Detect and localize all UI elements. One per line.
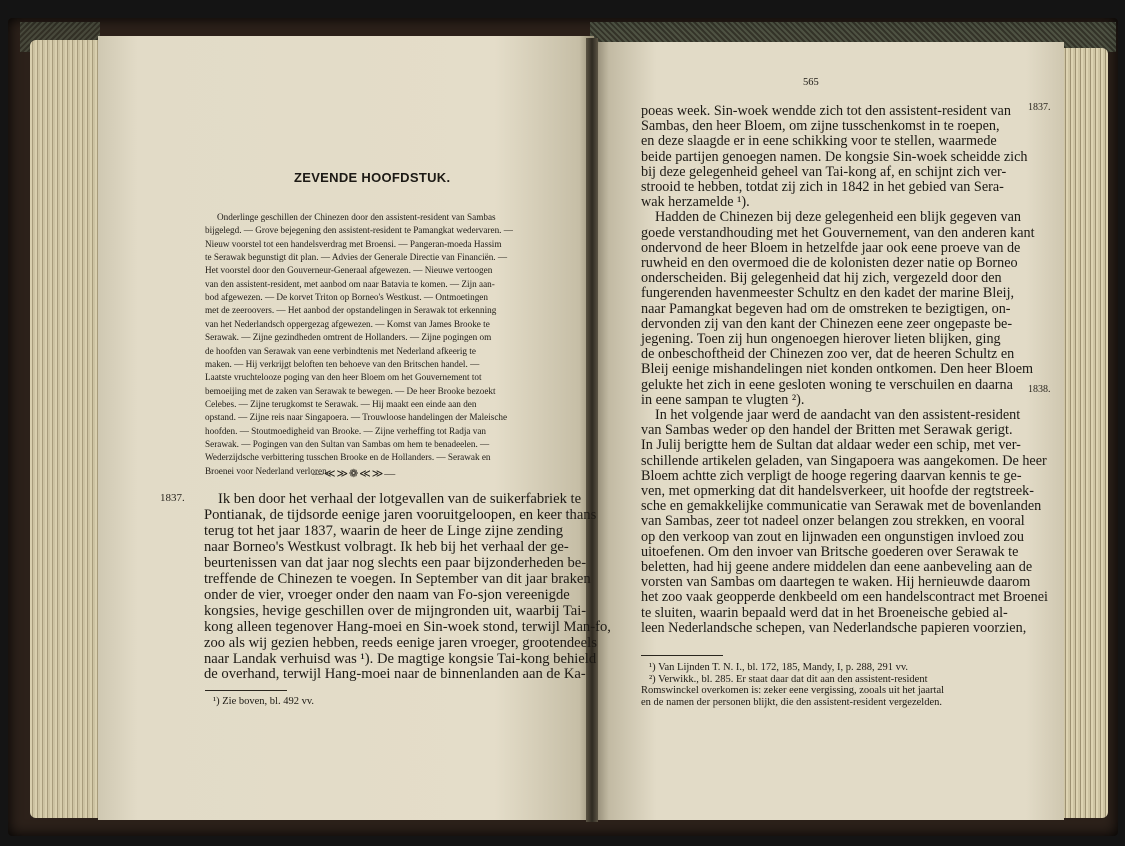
footnote-line: en de namen der personen blijkt, die den assistent-resident vergezelden.	[641, 696, 942, 708]
body-line: Bleij eenige mishandelingen niet konden ontkomen. Den heer Bloem	[641, 361, 1034, 378]
body-line: van Sambas weder op den handel der Britten met Serawak gerigt.	[641, 422, 1013, 439]
body-line: de overhand, terwijl Hang-moei naar de binnenlanden aan de Ka-	[204, 666, 586, 683]
summary-line: Het voorstel door den Gouverneur-Generaal afgewezen. — Nieuwe vertoogen	[205, 265, 493, 276]
body-line: jegening. Toen zij hun ongenoegen hierover lieten blijken, ging	[641, 331, 1001, 347]
summary-line: van den assistent-resident, met aanbod om naar Batavia te komen. — Zijn aan-	[205, 278, 495, 289]
summary-line: te Serawak begunstigt dit plan. — Advies der Generale Directie van Financiën. —	[205, 252, 508, 263]
body-line: naar Pamangkat begeven had om de omstreken te bezigtigen, on-	[641, 300, 1011, 317]
body-line: dervonden zij van den kant der Chinezen eene zeer ongepaste be-	[641, 315, 1013, 332]
body-line: zoo als wij gezien hebben, reeds eenige jaren vroeger, grootendeels	[204, 634, 597, 651]
body-line: te sluiten, waarin bepaald werd dat in het Broeneische gebied al-	[641, 604, 1008, 621]
chapter-title: ZEVENDE HOOFDSTUK.	[294, 170, 451, 185]
summary-line: bijgelegd. — Grove bejegening den assistent-resident te Pamangkat wedervaren. —	[205, 225, 513, 236]
summary-line: Serawak. — Pogingen van den Sultan van Sambas om hem te benadeelen. —	[205, 438, 490, 449]
summary-line: de hoofden van Serawak van eene verbindtenis met Nederland afkeerig te	[205, 345, 476, 356]
summary-line: opstand. — Zijne reis naar Singapoera. — Trouwloose handelingen der Maleische	[205, 412, 508, 423]
body-line: van Sambas, zeer tot nadeel onzer belangen zou strekken, en vooral	[641, 513, 1025, 530]
left-footnote: ¹) Zie boven, bl. 492 vv.	[213, 696, 315, 707]
body-line: goede verstandhouding met het Gouvernement, van den anderen kant	[641, 224, 1035, 241]
body-line: beurtenissen van dat jaar nog slechts een paar bijzonderheden be-	[204, 554, 587, 571]
footnote-line: Romswinckel overkomen is: zeker eene vergissing, zooals uit het jaartal	[641, 685, 945, 697]
body-line: beletten, had hij geene andere middelen dan eene aanbeveling aan de	[641, 559, 1033, 575]
body-line: onder de vier, vroeger onder den naam van Fo-sjon vereenigde	[204, 586, 570, 603]
summary-line: Serawak. — Zijne gezindheden omtrent de Hollanders. — Zijne pogingen om	[205, 332, 492, 343]
body-line: onderscheiden. Bij gelegenheid dat hij zich, vergezeld door den	[641, 270, 1002, 287]
left-margin-year: 1837.	[160, 492, 185, 504]
right-margin-year-1: 1837.	[1028, 102, 1051, 113]
book-gutter	[586, 38, 598, 822]
summary-line: Broenei voor Nederland verloren.	[205, 465, 329, 476]
summary-line: van het Nederlandsch oppergezag afgewezen. — Komst van James Brooke te	[205, 318, 490, 329]
summary-line: Nieuw voorstel tot een handelsverdrag met Broensi. — Pangeran-moeda Hassim	[205, 238, 502, 249]
summary-line: Onderlinge geschillen der Chinezen door den assistent-resident van Sambas	[217, 212, 496, 222]
page-number: 565	[803, 77, 819, 88]
body-line: Ik ben door het verhaal der lotgevallen van de suikerfabriek te	[218, 491, 582, 507]
body-line: naar Landak verhuisd was ¹). De magtige kongsie Tai-kong behield	[204, 650, 597, 667]
body-line: beide partijen genoegen namen. De kongsie Sin-woek scheidde zich	[641, 148, 1028, 165]
body-line: naar Borneo's Westkust volbragt. Ik heb bij het verhaal der ge-	[204, 538, 569, 555]
body-line: treffende de Chinezen te voegen. In September van dit jaar braken	[204, 570, 591, 587]
body-line: Bloem achtte zich verpligt de hooge regering daarvan kennis te ge-	[641, 467, 1022, 484]
body-line: kongsies, hevige geschillen over de mijngronden uit, waarbij Tai-	[204, 602, 587, 619]
body-line: kong alleen tegenover Hang-moei en Sin-woek stond, terwijl Man-fo,	[204, 618, 611, 635]
body-line: Hadden de Chinezen bij deze gelegenheid een blijk gegeven van	[655, 209, 1021, 226]
summary-line: hoofden. — Stoutmoedigheid van Brooke. — Zijne verheffing tot Radja van	[205, 425, 487, 436]
body-line: leen Nederlandsche schepen, van Nederlandsche papieren voorzien,	[641, 619, 1027, 636]
body-line: poeas week. Sin-woek wendde zich tot den assistent-resident van	[641, 103, 1011, 119]
summary-line: Wederzijdsche verbittering tusschen Brooke en de Hollanders. — Serawak en	[205, 452, 491, 463]
body-line: Sambas, den heer Bloem, om zijne tusschenkomst in te roepen,	[641, 118, 1000, 135]
body-line: ruwheid en den overmoed die de kolonisten dezer natie op Borneo	[641, 255, 1018, 271]
body-line: het zoo vaak geopperde denkbeeld om een handelscontract met Broenei	[641, 589, 1048, 606]
summary-line: met de zeeroovers. — Het aanbod der opstandelingen in Serawak tot erkenning	[205, 305, 497, 316]
body-line: strooid te hebben, totdat zij zich in 1842 in het gebied van Sera-	[641, 179, 1004, 195]
body-line: In het volgende jaar werd de aandacht van den assistent-resident	[655, 407, 1021, 423]
right-margin-year-2: 1838.	[1028, 384, 1051, 395]
ornament: —≪≫❁≪≫—	[312, 468, 397, 480]
summary-line: maken. — Hij verkrijgt beloften ten behoeve van den Britschen handel. —	[205, 358, 480, 369]
body-line: gelukte het zich in eene gesloten woning te verschuilen en daarna	[641, 376, 1013, 393]
body-line: de onbeschoftheid der Chinezen zoo ver, dat de heeren Schultz en	[641, 346, 1015, 363]
body-line: sche en gemakkelijke communicatie van Serawak met de bovenlanden	[641, 498, 1042, 515]
body-line: wak herzamelde ¹).	[641, 194, 750, 211]
body-line: fungerenden havenmeester Schultz en den kadet der marine Bleij,	[641, 285, 1015, 302]
body-line: vorsten van Sambas om daartegen te waken. Hij hernieuwde daarom	[641, 574, 1031, 591]
right-footnote-rule	[641, 655, 723, 656]
summary-line: Celebes. — Zijne terugkomst te Serawak. — Hij maakt een einde aan den	[205, 398, 477, 409]
body-line: schillende artikelen geladen, van Singapoera was aangekomen. De heer	[641, 452, 1047, 469]
page-edges-right	[1058, 48, 1108, 818]
left-footnote-rule	[205, 690, 287, 691]
summary-line: Laatste vruchtelooze poging van den heer Bloem om het Gouvernement tot	[205, 372, 482, 383]
footnote-line: ²) Verwikk., bl. 285. Er staat daar dat dit aan den assistent-resident	[649, 673, 928, 685]
footnote-line: ¹) Van Lijnden T. N. I., bl. 172, 185, Mandy, I, p. 288, 291 vv.	[649, 662, 909, 673]
body-line: Pontianak, de tijdsorde eenige jaren vooruitgeloopen, en keer thans	[204, 506, 597, 523]
body-line: terug tot het jaar 1837, waarin de heer de Linge zijne zending	[204, 522, 564, 539]
body-line: ven, met opmerking dat dit handelsverkeer, uit hoofde der regtstreek-	[641, 483, 1034, 499]
summary-line: bod afgewezen. — De korvet Triton op Borneo's Westkust. — Ontmoetingen	[205, 292, 488, 303]
body-line: bij deze gelegenheid geheel van Tai-kong af, en schijnt zich ver-	[641, 163, 1007, 180]
body-line: en deze slaagde er in eene schikking voor te stellen, waarmede	[641, 133, 997, 150]
summary-line: bemoeijing met de zaken van Serawak te bewegen. — De heer Brooke bezoekt	[205, 385, 496, 396]
body-line: in eene sampan te vlugten ²).	[641, 391, 805, 408]
body-line: ondervond de heer Bloem in hetzelfde jaar ook eene proeve van de	[641, 239, 1021, 256]
body-line: In Julij berigtte hem de Sultan dat aldaar weder een schip, met ver-	[641, 437, 1021, 454]
body-line: uitoefenen. Om den invoer van Britsche goederen over Serawak te	[641, 543, 1019, 560]
body-line: op den verkoop van zout en lijnwaden een ongunstigen invloed zou	[641, 528, 1024, 545]
